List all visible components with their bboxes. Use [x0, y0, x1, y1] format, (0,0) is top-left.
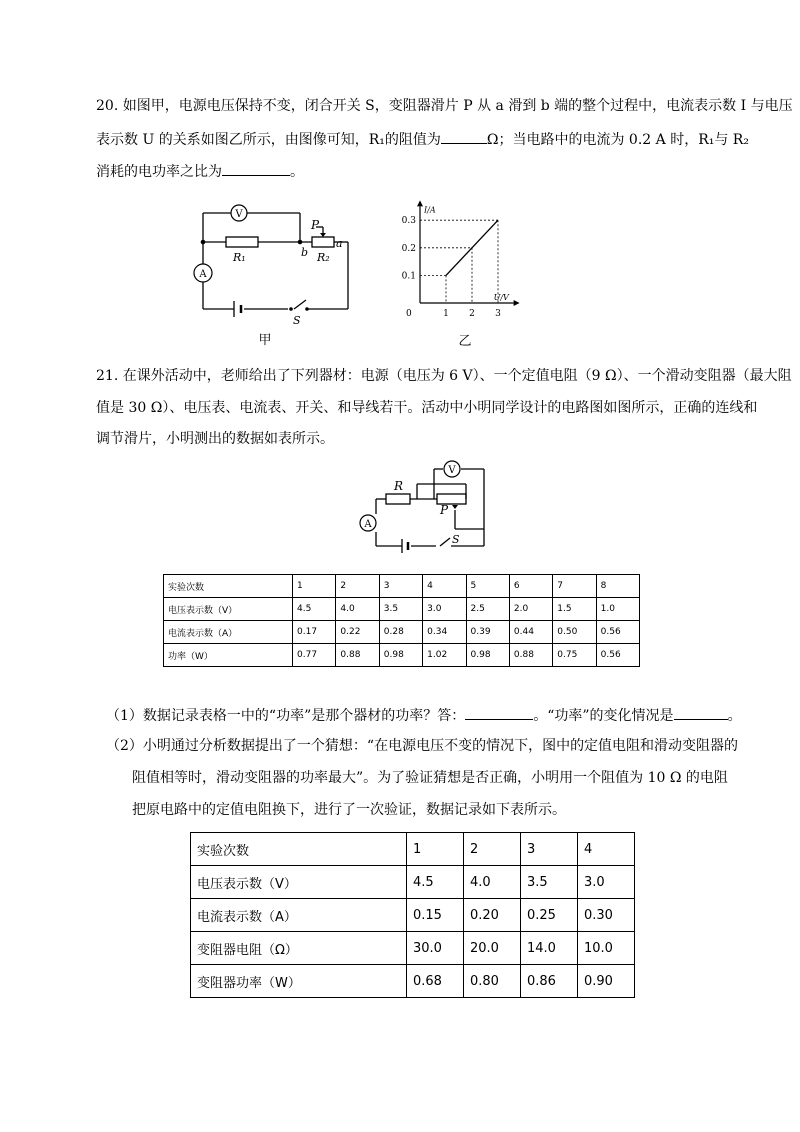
q21-sub1a: （1）数据记录表格一中的“功率”是那个器材的功率？答： [106, 708, 466, 724]
table-cell: 0.88 [336, 644, 379, 667]
q21-sub2-line-3: 把原电路中的定值电阻换下，进行了一次验证，数据记录如下表所示。 [132, 802, 566, 818]
data-table-1 [163, 574, 640, 667]
terminal-a-label: a [336, 237, 343, 250]
table-cell: 10.0 [578, 932, 635, 965]
table-cell: 0.80 [464, 965, 521, 998]
graph-yi [390, 195, 550, 350]
table-cell: 1.0 [596, 598, 639, 621]
table-cell: 0.77 [293, 644, 336, 667]
table-row [191, 965, 635, 998]
q20-line-3a: 消耗的电功率之比为 [96, 164, 222, 180]
table-cell: 1 [407, 833, 464, 866]
q21-sub1c: 。 [727, 708, 742, 724]
q21-s-label: S [452, 533, 460, 546]
answer-blank-power-ratio[interactable] [222, 163, 290, 176]
table-cell: 2 [464, 833, 521, 866]
x-axis-arrow [514, 300, 520, 306]
table-cell: 5 [466, 575, 509, 598]
row-header-cell: 实验次数 [191, 833, 407, 866]
terminal-b-label: b [301, 246, 309, 259]
q21-sub2-line-2: 阻值相等时，滑动变阻器的功率最大”。为了验证猜想是否正确，小明用一个阻值为 10 Ω 的电阻 [132, 770, 728, 786]
q20-line-3 [96, 157, 304, 187]
table-row [164, 575, 640, 598]
table-cell: 4.5 [293, 598, 336, 621]
table-row [164, 621, 640, 644]
row-header-cell: 电压表示数（V） [164, 598, 293, 621]
table-cell: 0.17 [293, 621, 336, 644]
table-cell: 4.0 [464, 866, 521, 899]
q20-line-3b: 。 [290, 164, 304, 180]
table-cell: 0.30 [578, 899, 635, 932]
ammeter-label: A [199, 269, 207, 280]
table-cell: 1.5 [553, 598, 596, 621]
row-header-cell: 变阻器电阻（Ω） [191, 932, 407, 965]
table-cell: 0.34 [423, 621, 466, 644]
y-tick-label: 0.3 [401, 216, 416, 227]
y-tick-label: 0.1 [401, 271, 416, 282]
q21-ammeter-label: A [364, 519, 372, 530]
table-row [191, 833, 635, 866]
r1-label: R₁ [233, 251, 246, 264]
table-cell: 0.88 [509, 644, 552, 667]
table-row [191, 866, 635, 899]
x-tick-label: 3 [495, 309, 501, 319]
table-cell: 4.0 [336, 598, 379, 621]
row-header-cell: 电压表示数（V） [191, 866, 407, 899]
table-cell: 0.90 [578, 965, 635, 998]
table-cell: 3 [521, 833, 578, 866]
q21-line-3: 调节滑片，小明测出的数据如表所示。 [96, 431, 334, 447]
table-row [164, 644, 640, 667]
table-cell: 7 [553, 575, 596, 598]
table-cell: 2.5 [466, 598, 509, 621]
q20-line-2b: Ω；当电路中的电流为 0.2 A 时，R₁与 R₂ [486, 132, 749, 148]
table-cell: 1.02 [423, 644, 466, 667]
q21-r-label: R [394, 479, 404, 493]
table-cell: 0.98 [466, 644, 509, 667]
y-tick-label: 0.2 [401, 243, 416, 254]
table-cell: 4 [423, 575, 466, 598]
figure-yi-caption: 乙 [458, 334, 472, 349]
table-cell: 3.0 [578, 866, 635, 899]
table-cell: 0.68 [407, 965, 464, 998]
table-cell: 0.44 [509, 621, 552, 644]
table-cell: 0.39 [466, 621, 509, 644]
table-cell: 3.0 [423, 598, 466, 621]
q21-line-2: 值是 30 Ω）、电压表、电流表、开关、和导线若干。活动中小明同学设计的电路图如图所示，正确的连线和 [96, 400, 758, 416]
table-cell: 0.75 [553, 644, 596, 667]
table-cell: 3.5 [379, 598, 422, 621]
y-axis-label: I/A [424, 205, 436, 215]
table-cell: 0.25 [521, 899, 578, 932]
q20-line-2 [96, 125, 749, 155]
table-cell: 8 [596, 575, 639, 598]
table-cell: 0.28 [379, 621, 422, 644]
answer-blank-device[interactable] [465, 707, 533, 720]
table-cell: 3.5 [521, 866, 578, 899]
table-row [191, 932, 635, 965]
q21-p-label: P [440, 503, 449, 517]
slider-p-label: P [311, 218, 320, 232]
q21-sub2-line-1: （2）小明通过分析数据提出了一个猜想：“在电源电压不变的情况下，图中的定值电阻和滑动变阻器的 [106, 738, 739, 754]
table-cell: 1 [293, 575, 336, 598]
q20-line-1: 20. 如图甲，电源电压保持不变，闭合开关 S，变阻器滑片 P 从 a 滑到 b 端的整个过程中，电流表示数 I 与电压 [96, 98, 793, 114]
circuit-diagram-jia [188, 196, 363, 350]
q21-sub1 [106, 701, 742, 731]
r2-label: R₂ [317, 251, 330, 264]
table-cell: 20.0 [464, 932, 521, 965]
x-axis-label: U/V [493, 293, 509, 302]
circuit-diagram-q21 [354, 454, 494, 554]
table-cell: 0.15 [407, 899, 464, 932]
table-cell: 3 [379, 575, 422, 598]
table-cell: 0.56 [596, 644, 639, 667]
table-cell: 0.20 [464, 899, 521, 932]
voltmeter-label: V [235, 209, 243, 220]
table-cell: 0.98 [379, 644, 422, 667]
table-cell: 0.22 [336, 621, 379, 644]
table-cell: 6 [509, 575, 552, 598]
row-header-cell: 电流表示数（A） [164, 621, 293, 644]
q21-voltmeter-label: V [448, 465, 456, 476]
table-cell: 2 [336, 575, 379, 598]
table-cell: 4.5 [407, 866, 464, 899]
row-header-cell: 实验次数 [164, 575, 293, 598]
q21-line-1: 21. 在课外活动中，老师给出了下列器材：电源（电压为 6 V）、一个定值电阻（9 Ω）、一个滑动变阻器（最大阻 [96, 368, 792, 384]
figure-jia-caption: 甲 [258, 333, 272, 348]
table-row [191, 899, 635, 932]
row-header-cell: 电流表示数（A） [191, 899, 407, 932]
table-row [164, 598, 640, 621]
origin-label: 0 [406, 309, 412, 319]
table-cell: 30.0 [407, 932, 464, 965]
table-cell: 4 [578, 833, 635, 866]
table-cell: 0.56 [596, 621, 639, 644]
table-cell: 0.50 [553, 621, 596, 644]
y-axis-arrow [417, 200, 423, 206]
row-header-cell: 功率（W） [164, 644, 293, 667]
q21-sub1b: 。“功率”的变化情况是 [533, 708, 674, 724]
answer-blank-r1[interactable] [441, 131, 487, 144]
x-tick-label: 2 [469, 309, 475, 319]
answer-blank-trend[interactable] [674, 707, 728, 720]
table-cell: 0.86 [521, 965, 578, 998]
table-cell: 2.0 [509, 598, 552, 621]
x-tick-label: 1 [443, 309, 449, 319]
row-header-cell: 变阻器功率（W） [191, 965, 407, 998]
table-cell: 14.0 [521, 932, 578, 965]
switch-s-label: S [293, 314, 301, 327]
data-table-2 [190, 832, 635, 998]
q20-line-2a: 表示数 U 的关系如图乙所示，由图像可知，R₁的阻值为 [96, 132, 441, 148]
